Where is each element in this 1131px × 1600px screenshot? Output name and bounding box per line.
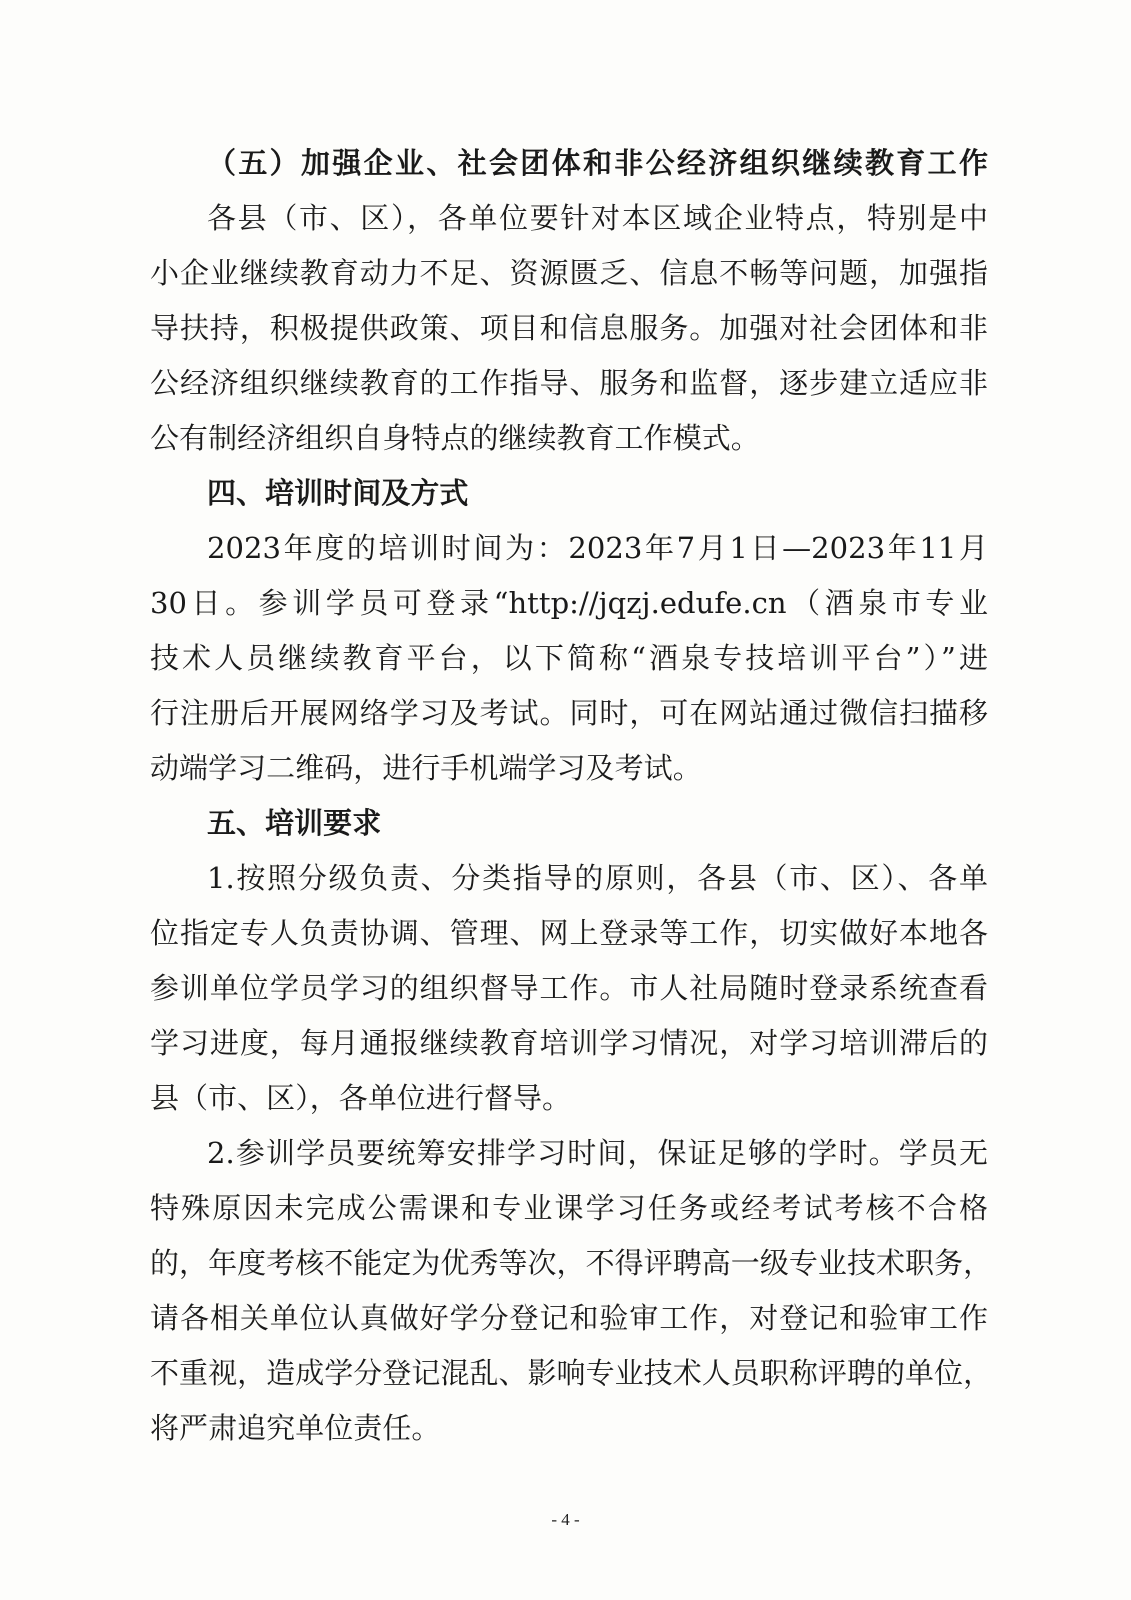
paragraph-line: 参训单位学员学习的组织督导工作。市人社局随时登录系统查看 <box>150 971 988 1005</box>
paragraph-line: 各县（市、区），各单位要针对本区域企业特点，特别是中 <box>207 201 988 235</box>
paragraph-line: 技术人员继续教育平台，以下简称“酒泉专技培训平台”）”进 <box>150 641 988 675</box>
paragraph-line: 30日。参训学员可登录“http://jqzj.edufe.cn（酒泉市专业 <box>150 586 988 620</box>
paragraph-line: 2023年度的培训时间为：2023年7月1日—2023年11月 <box>207 531 988 565</box>
paragraph-line: 动端学习二维码，进行手机端学习及考试。 <box>150 751 702 785</box>
paragraph-line: 的，年度考核不能定为优秀等次，不得评聘高一级专业技术职务， <box>150 1246 993 1280</box>
paragraph-line: 请各相关单位认真做好学分登记和验审工作，对登记和验审工作 <box>150 1301 988 1335</box>
paragraph-line: 公经济组织继续教育的工作指导、服务和监督，逐步建立适应非 <box>150 366 988 400</box>
paragraph-line: 位指定专人负责协调、管理、网上登录等工作，切实做好本地各 <box>150 916 988 950</box>
paragraph-line: 学习进度，每月通报继续教育培训学习情况，对学习培训滞后的 <box>150 1026 988 1060</box>
section-heading: （五）加强企业、社会团体和非公经济组织继续教育工作 <box>207 146 988 180</box>
paragraph-line: 2.参训学员要统筹安排学习时间，保证足够的学时。学员无 <box>207 1136 988 1170</box>
paragraph-line: 将严肃追究单位责任。 <box>150 1411 441 1445</box>
paragraph-line: 小企业继续教育动力不足、资源匮乏、信息不畅等问题，加强指 <box>150 256 988 290</box>
section-heading: 四、培训时间及方式 <box>207 476 469 510</box>
paragraph-line: 县（市、区），各单位进行督导。 <box>150 1081 572 1115</box>
section-heading: 五、培训要求 <box>207 806 382 840</box>
page-number: - 4 - <box>551 1510 580 1529</box>
paragraph-line: 导扶持，积极提供政策、项目和信息服务。加强对社会团体和非 <box>150 311 988 345</box>
paragraph-line: 公有制经济组织自身特点的继续教育工作模式。 <box>150 421 760 455</box>
paragraph-line: 特殊原因未完成公需课和专业课学习任务或经考试考核不合格 <box>150 1191 988 1225</box>
paragraph-line: 不重视，造成学分登记混乱、影响专业技术人员职称评聘的单位， <box>150 1356 993 1390</box>
paragraph-line: 1.按照分级负责、分类指导的原则，各县（市、区）、各单 <box>207 861 988 895</box>
paragraph-line: 行注册后开展网络学习及考试。同时，可在网站通过微信扫描移 <box>150 696 988 730</box>
